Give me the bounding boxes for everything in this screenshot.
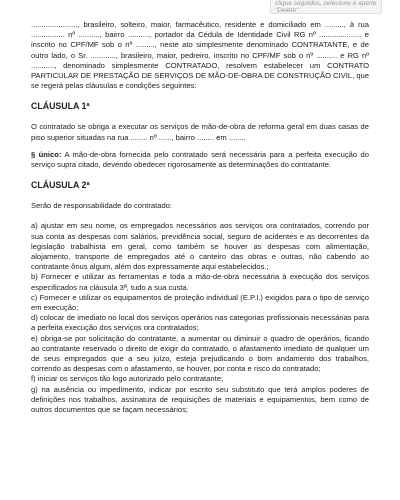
clause-2-item-a: a) ajustar em seu nome, os empregados necessários aos serviços ora contratados, correndo por sua conta as despesas com salários, previdência social, seguro de acidentes e as decorrentes da legislação trabalhista em geral, como também se houver as despesas com alimentação, alojamento, transporte de empregados até o canteiro das obras e outras, não cabendo ao contratante ônus algum, além dos expressamente aqui estabelecidos.;	[31, 221, 369, 272]
clause-2-item-c: c) Fornecer e utilizar os equipamentos de proteção individual (E.P.I.) exigidos para o tipo de serviço em execução;	[31, 292, 369, 313]
clause-2-item-g: g) na ausência ou impedimento, indicar por escrito seu substituto que terá amplos poderes de definições nos trabalhos, assinatura de requisições de materiais e equipamentos, bem como de outros documentos que se façam necessários;	[31, 384, 369, 415]
clause-1-body: O contratado se obriga a executar os serviços de mão-de-obra de reforma geral em duas casas de piso superior situadas na rua ........ nº ......, bairro ........ em ........	[31, 122, 369, 142]
paragraph-label: § único:	[31, 149, 62, 159]
clause-2-item-b: b) Fornecer e utilizar as ferramentas e toda a mão-de-obra necessária à execução dos serviços especificados na cláusula 3ª, tudo a sua custa.	[31, 272, 369, 292]
clause-2-item-e: e) obriga-se por solicitação do contratante, a aumentar ou diminuir o quadro de operários, ficando ao contratante reservado o direito de exigir do contratado, o afastamento imediato de qualquer um de seus empregados que a seu juízo, esteja prejudicando o bom andamento dos trabalhos, correndo as despesas com o afastamento, se houver, por conta e risco do contratado;	[31, 333, 369, 374]
paragraph-text: A mão-de-obra fornecida pelo contratado será necessária para a perfeita execução do serviço supra citado, devendo obedecer rigorosamente as determinações do contratante.	[31, 149, 369, 170]
clause-1-paragraph	[31, 150, 369, 170]
clause-2-item-d: d) colocar de imediato no local dos serviços operários nas categorias profissionais necessárias para a perfeita execução dos serviços ora contratados;	[31, 313, 369, 333]
clause-2-item-f: f) iniciar os serviços tão logo autorizado pelo contratante;	[31, 374, 224, 384]
clause-2-lead: Serão de responsabilidade do contratado:	[31, 201, 173, 211]
contract-document	[31, 20, 369, 415]
clause-2-heading: CLÁUSULA 2ª	[31, 180, 90, 191]
intro-paragraph: ......................, brasileiro, solteiro, maior, farmacêutico, residente e domiciliado em ........., à rua ................ nº .........., bairro .........., portador da Cédula de Identidade Civil RG nº .................... e inscrito no CPF/MF sob o nº ........., neste ato simplesmente denominado CONTRATANTE, e de outro lado, o Sr. ............, brasileiro, maior, pedreiro, inscrito no CPF/MF sob o nº .......... e RG nº ..........., denominado simplesmente CONTRATADO, resolvem estabelecer um CONTRATO PARTICULAR DE PRESTAÇÃO DE SERVIÇOS DE MÃO-DE-OBRA DE CONSTRUÇÃO CIVIL, que se regerá pelas cláusulas e condições seguintes:	[31, 20, 369, 91]
clause-1-heading: CLÁUSULA 1ª	[31, 101, 90, 112]
deletion-hint-note: clique seguidos, selecione e aperte "Delete"	[270, 0, 382, 14]
